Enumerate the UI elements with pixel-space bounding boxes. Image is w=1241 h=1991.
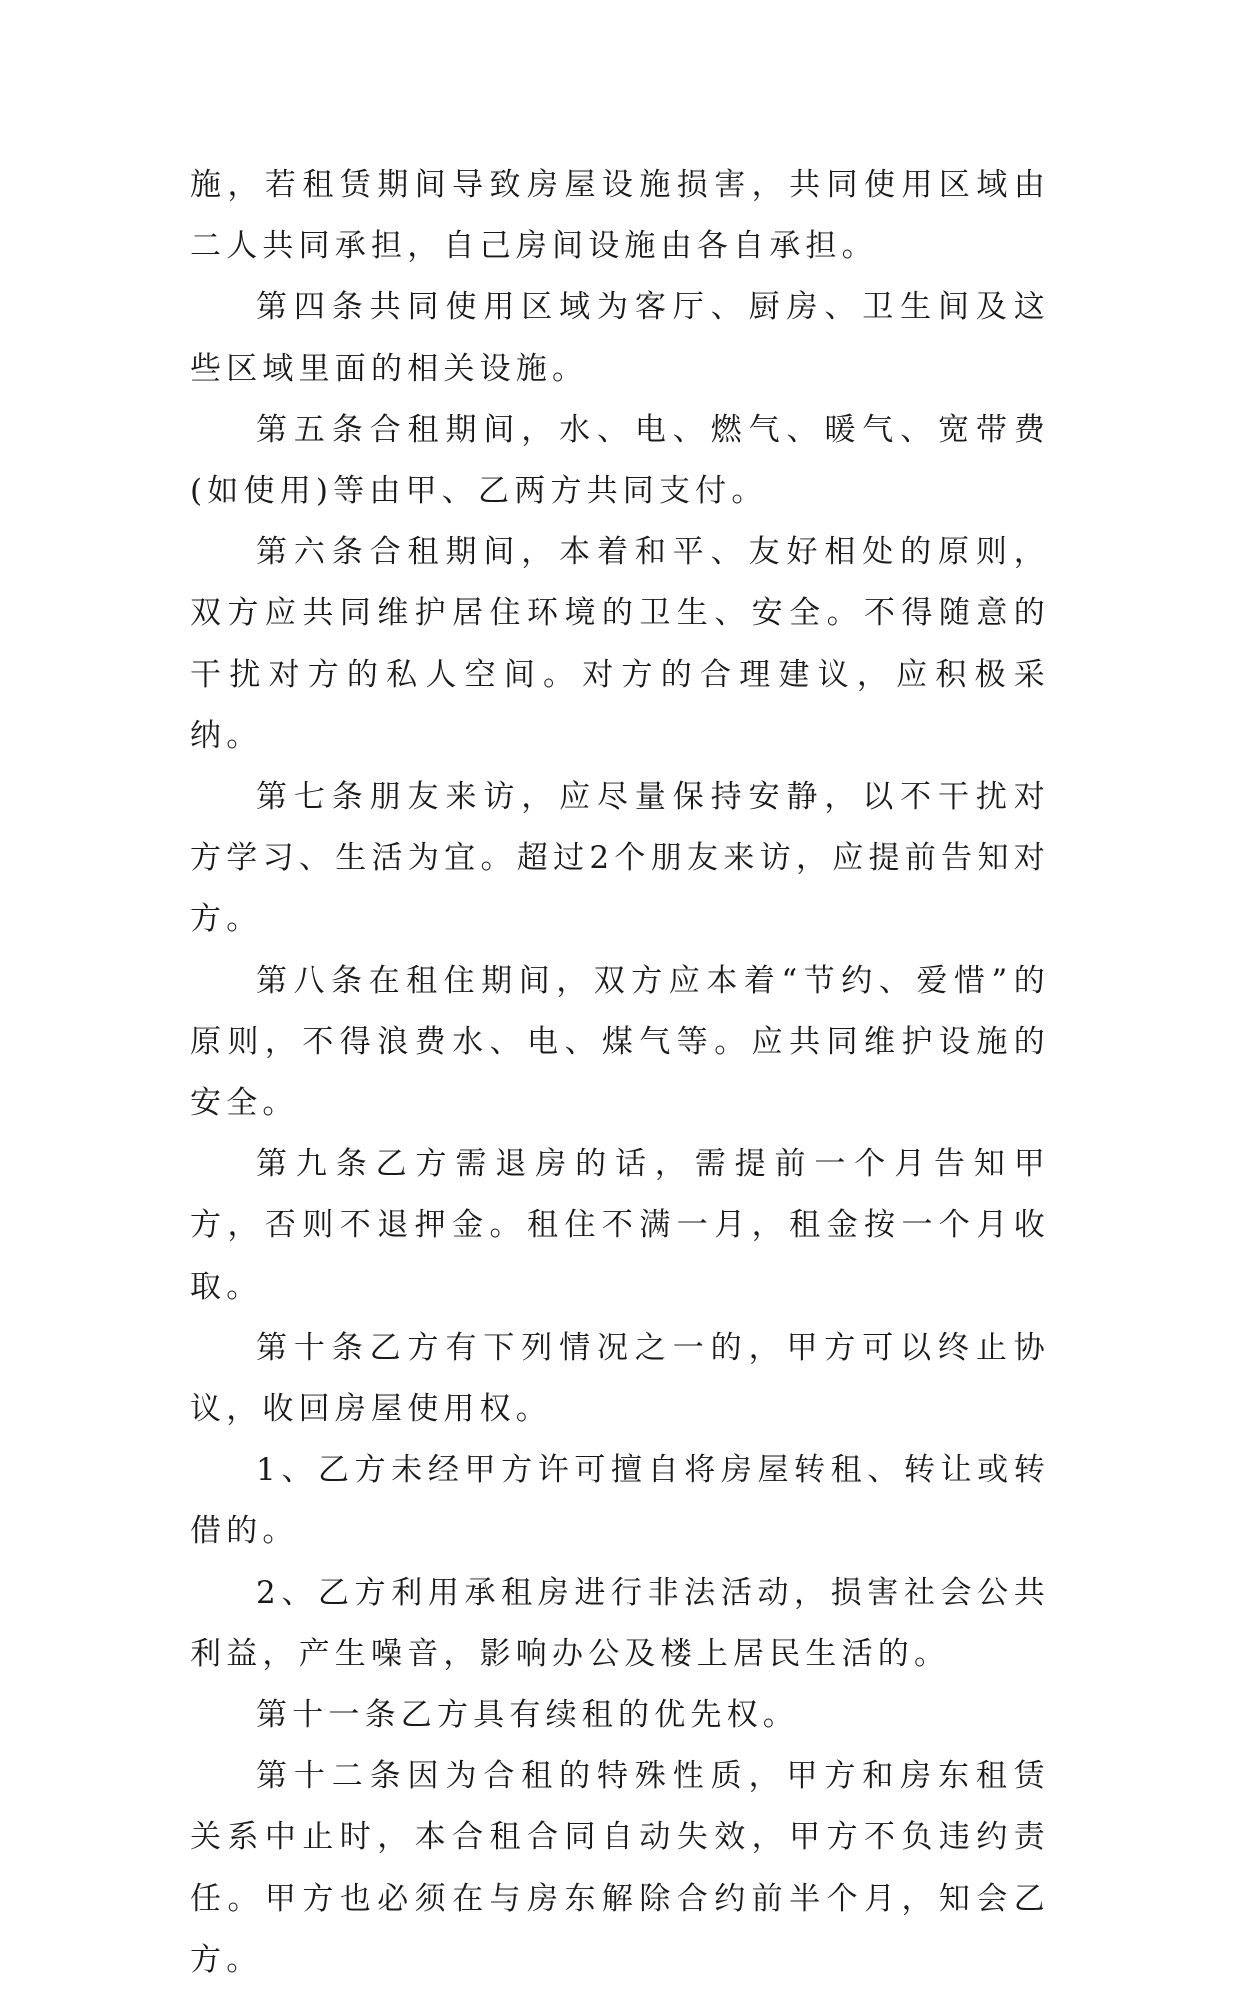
paragraph-article-11: 第十一条乙方具有续租的优先权。 <box>256 1697 799 1734</box>
paragraph-article-6: 第六条合租期间，本着和平、友好相处的原则，双方应共同维护居住环境的卫生、安全。不得随意的干扰对方的私人空间。对方的合理建议，应积极采纳。 <box>190 534 1050 754</box>
paragraph-article-10-item-1: 1、乙方未经甲方许可擅自将房屋转租、转让或转借的。 <box>190 1452 1050 1550</box>
paragraph-article-8: 第八条在租住期间，双方应本着“节约、爱惜”的原则，不得浪费水、电、煤气等。应共同维护设施的安全。 <box>190 962 1050 1122</box>
paragraph-article-10: 第十条乙方有下列情况之一的，甲方可以终止协议，收回房屋使用权。 <box>190 1329 1050 1428</box>
paragraph-article-12: 第十二条因为合租的特殊性质，甲方和房东租赁关系中止时，本合租合同自动失效，甲方不负违约责任。甲方也必须在与房东解除合约前半个月，知会乙方。 <box>190 1758 1050 1978</box>
paragraph-continuation: 施，若租赁期间导致房屋设施损害，共同使用区域由二人共同承担，自己房间设施由各自承担。 <box>190 167 1050 265</box>
paragraph-article-7: 第七条朋友来访，应尽量保持安静，以不干扰对方学习、生活为宜。超过2个朋友来访，应提前告知对方。 <box>190 779 1050 938</box>
paragraph-article-9: 第九条乙方需退房的话，需提前一个月告知甲方，否则不退押金。租住不满一月，租金按一个月收取。 <box>190 1146 1050 1305</box>
paragraph-article-10-item-2: 2、乙方利用承租房进行非法活动，损害社会公共利益，产生噪音，影响办公及楼上居民生活的。 <box>190 1574 1050 1672</box>
paragraph-article-5: 第五条合租期间，水、电、燃气、暖气、宽带费(如使用)等由甲、乙两方共同支付。 <box>190 411 1050 510</box>
paragraph-article-4: 第四条共同使用区域为客厅、厨房、卫生间及这些区域里面的相关设施。 <box>190 289 1050 387</box>
document-body <box>190 155 1050 1991</box>
